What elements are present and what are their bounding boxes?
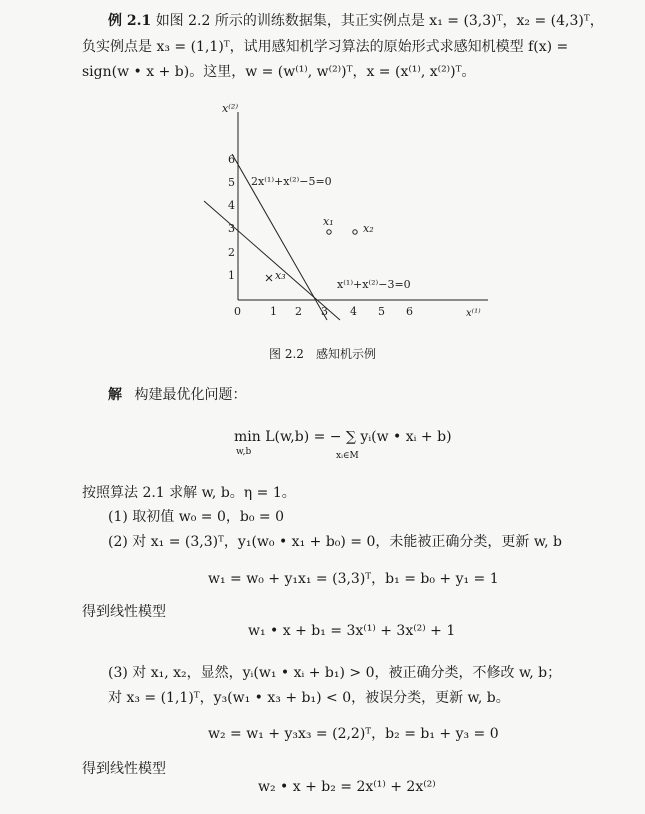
y-axis-label: x⁽²⁾ <box>222 102 239 115</box>
y-tick-5: 5 <box>228 176 235 189</box>
model-1: w₁ • x + b₁ = 3x⁽¹⁾ + 3x⁽²⁾ + 1 <box>248 623 456 639</box>
figure-caption: 图 2.2 感知机示例 <box>269 347 376 361</box>
x-tick-5: 5 <box>378 305 385 318</box>
x-tick-6: 6 <box>406 305 413 318</box>
model-2: w₂ • x + b₂ = 2x⁽¹⁾ + 2x⁽²⁾ <box>258 779 436 795</box>
step-1: (1) 取初值 w₀ = 0，b₀ = 0 <box>108 509 284 525</box>
x-tick-1: 1 <box>270 305 277 318</box>
y-tick-labels <box>228 153 235 282</box>
point-x3-label: x₃ <box>275 269 286 282</box>
algo-line: 按照算法 2.1 求解 w, b。η = 1。 <box>82 485 296 501</box>
origin-label: 0 <box>234 305 241 318</box>
model-label-2: 得到线性模型 <box>82 761 166 777</box>
y-tick-6: 6 <box>228 153 235 166</box>
solution-intro: 构建最优化问题： <box>134 387 247 403</box>
step-2: (2) 对 x₁ = (3,3)ᵀ，y₁(w₀ • x₁ + b₀) = 0，未能被正确分类，更新 w, b <box>108 534 563 550</box>
y-tick-1: 1 <box>228 269 235 282</box>
step-3a: (3) 对 x₁, x₂，显然，yᵢ(w₁ • xᵢ + b₁) > 0，被正确分类，不修改 w, b； <box>108 665 562 681</box>
point-x2-label: x₂ <box>363 222 374 235</box>
x-tick-4: 4 <box>350 305 357 318</box>
perceptron-figure <box>0 98 645 338</box>
line-x1-x2-3 <box>204 201 340 320</box>
point-x2-marker <box>353 230 357 234</box>
example-label: 例 2.1 <box>108 13 152 29</box>
step-3b: 对 x₃ = (1,1)ᵀ，y₃(w₁ • x₃ + b₁) < 0，被误分类，更新 w, b。 <box>108 690 510 706</box>
y-tick-4: 4 <box>228 199 235 212</box>
example-text-1: 如图 2.2 所示的训练数据集，其正实例点是 x₁ = (3,3)ᵀ，x₂ = (4,3)ᵀ， <box>155 13 604 29</box>
example-line-2: 负实例点是 x₃ = (1,1)ᵀ，试用感知机学习算法的原始形式求感知机模型 f(x) = <box>82 39 569 55</box>
example-line-3: sign(w • x + b)。这里，w = (w⁽¹⁾, w⁽²⁾)ᵀ，x = (x⁽¹⁾, x⁽²⁾)ᵀ。 <box>82 64 476 80</box>
y-tick-2: 2 <box>228 246 235 259</box>
eq-w2: w₂ = w₁ + y₃x₃ = (2,2)ᵀ，b₂ = b₁ + y₃ = 0 <box>208 726 499 742</box>
y-tick-3: 3 <box>228 222 235 235</box>
solution-intro-line <box>108 386 246 404</box>
x-tick-2: 2 <box>295 305 302 318</box>
solution-label: 解 <box>108 387 122 403</box>
x-tick-3: 3 <box>321 305 328 318</box>
objective-sum-subscript: xᵢ∈M <box>336 451 359 461</box>
model-label-1: 得到线性模型 <box>82 604 166 620</box>
point-x3-marker <box>266 275 272 281</box>
line-label-upper: 2x⁽¹⁾+x⁽²⁾−5=0 <box>251 175 332 188</box>
objective-min-subscript: w,b <box>236 447 252 457</box>
x-tick-labels <box>234 305 413 318</box>
point-x1-marker <box>327 230 331 234</box>
line-label-lower: x⁽¹⁾+x⁽²⁾−3=0 <box>337 278 411 291</box>
x-axis-label: x⁽¹⁾ <box>466 308 481 319</box>
objective-formula <box>234 428 452 446</box>
eq-w1: w₁ = w₀ + y₁x₁ = (3,3)ᵀ，b₁ = b₀ + y₁ = 1 <box>208 571 499 587</box>
example-line-1 <box>108 12 604 30</box>
point-x1-label: x₁ <box>323 215 334 228</box>
objective-text: min L(w,b) = − ∑ yᵢ(w • xᵢ + b) <box>234 429 452 445</box>
